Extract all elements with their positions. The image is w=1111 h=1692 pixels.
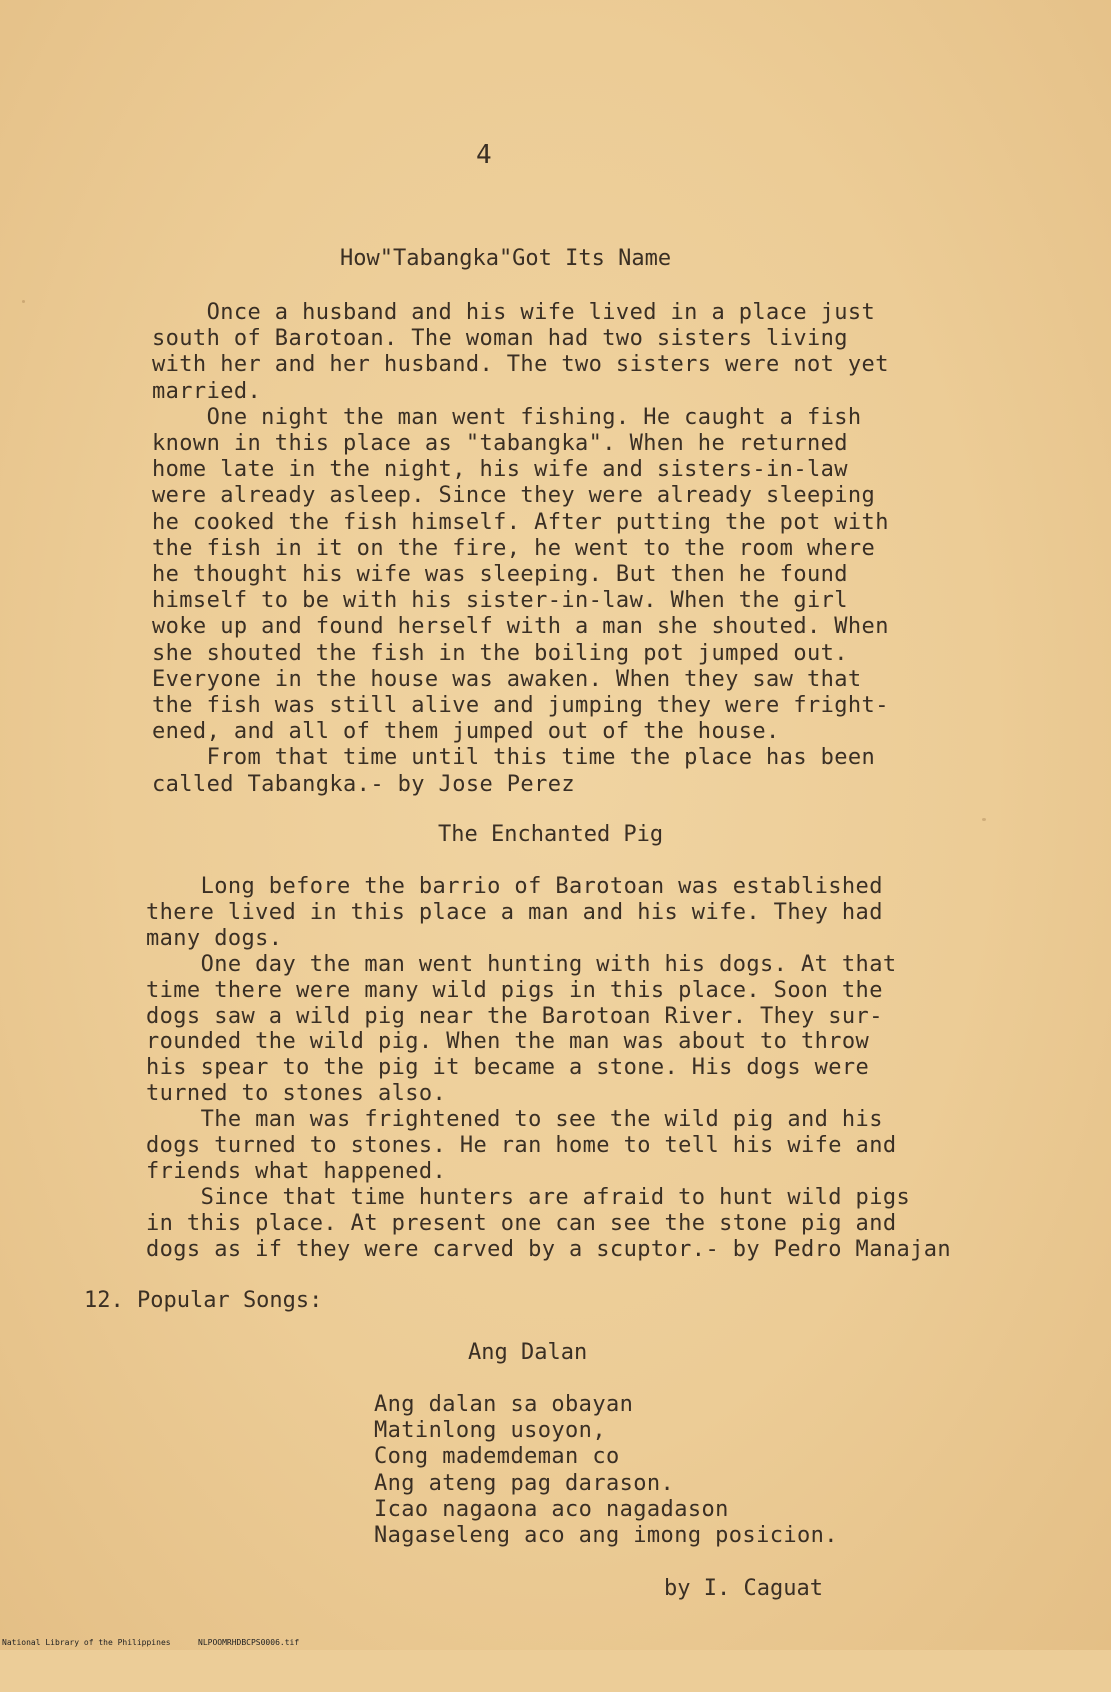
paper-speck (982, 818, 986, 821)
text-line: Once a husband and his wife lived in a place just (152, 300, 876, 325)
text-line: woke up and found herself with a man she shouted. When (152, 614, 889, 640)
paper-speck (22, 300, 25, 303)
story-title-tabangka: How"Tabangka"Got Its Name (340, 246, 672, 271)
text-line: ened, and all of them jumped out of the house. (152, 719, 780, 745)
text-line: dogs turned to stones. He ran home to tell his wife and (146, 1133, 897, 1158)
song-title: Ang Dalan (468, 1340, 588, 1365)
song-author: by I. Caguat (664, 1576, 823, 1601)
text-line: Cong mademdeman co (374, 1444, 620, 1470)
text-line: his spear to the pig it became a stone. His dogs were (146, 1055, 870, 1081)
text-line: known in this place as "tabangka". When he returned (152, 431, 848, 456)
text-line: he thought his wife was sleeping. But then he found (152, 562, 848, 587)
text-line: himself to be with his sister-in-law. When the girl (152, 588, 848, 614)
text-line: Since that time hunters are afraid to hunt wild pigs (146, 1184, 911, 1210)
section-heading-popular-songs: 12. Popular Songs: (84, 1288, 323, 1313)
text-line: home late in the night, his wife and sisters-in-law (152, 457, 848, 483)
footer-filename: NLPOOMRHDBCPS0006.tif (198, 1638, 300, 1647)
story-title-enchanted-pig: The Enchanted Pig (438, 822, 664, 847)
text-line: From that time until this time the place has been (152, 745, 876, 771)
text-line: The man was frightened to see the wild pig and his (146, 1107, 883, 1133)
text-line: she shouted the fish in the boiling pot jumped out. (152, 640, 848, 666)
text-line: married. (152, 378, 262, 404)
text-line: called Tabangka.- by Jose Perez (152, 771, 575, 797)
text-line: friends what happened. (146, 1158, 447, 1184)
text-line: Icao nagaona aco nagadason (374, 1496, 729, 1522)
text-line: with her and her husband. The two sisters were not yet (152, 352, 889, 378)
text-line: many dogs. (146, 925, 283, 951)
text-line: Nagaseleng aco ang imong posicion. (374, 1523, 838, 1548)
text-line: south of Barotoan. The woman had two sisters living (152, 326, 848, 352)
text-line: One night the man went fishing. He caught a fish (152, 404, 862, 430)
text-line: Ang dalan sa obayan (374, 1392, 634, 1417)
text-line: Long before the barrio of Barotoan was established (146, 874, 883, 899)
text-line: he cooked the fish himself. After putting the pot with (152, 509, 889, 535)
text-line: turned to stones also. (146, 1081, 447, 1107)
text-line: dogs saw a wild pig near the Barotoan River. They sur- (146, 1003, 883, 1029)
text-line: the fish in it on the fire, he went to the room where (152, 535, 876, 561)
text-line: Ang ateng pag darason. (374, 1470, 675, 1496)
scan-footer (0, 1636, 1111, 1650)
text-line: in this place. At present one can see the stone pig and (146, 1210, 897, 1236)
text-line: Matinlong usoyon, (374, 1418, 606, 1444)
text-line: Everyone in the house was awaken. When they saw that (152, 666, 862, 692)
text-line: were already asleep. Since they were already sleeping (152, 483, 876, 509)
text-line: time there were many wild pigs in this place. Soon the (146, 977, 883, 1003)
text-line: there lived in this place a man and his wife. They had (146, 899, 883, 925)
text-line: the fish was still alive and jumping they were fright- (152, 693, 889, 718)
text-line: dogs as if they were carved by a scuptor.- by Pedro Manajan (146, 1236, 952, 1262)
footer-library: National Library of the Philippines (2, 1638, 171, 1647)
text-line: rounded the wild pig. When the man was about to throw (146, 1029, 870, 1055)
page-number: 4 (476, 140, 492, 170)
text-line: One day the man went hunting with his dogs. At that (146, 951, 897, 977)
